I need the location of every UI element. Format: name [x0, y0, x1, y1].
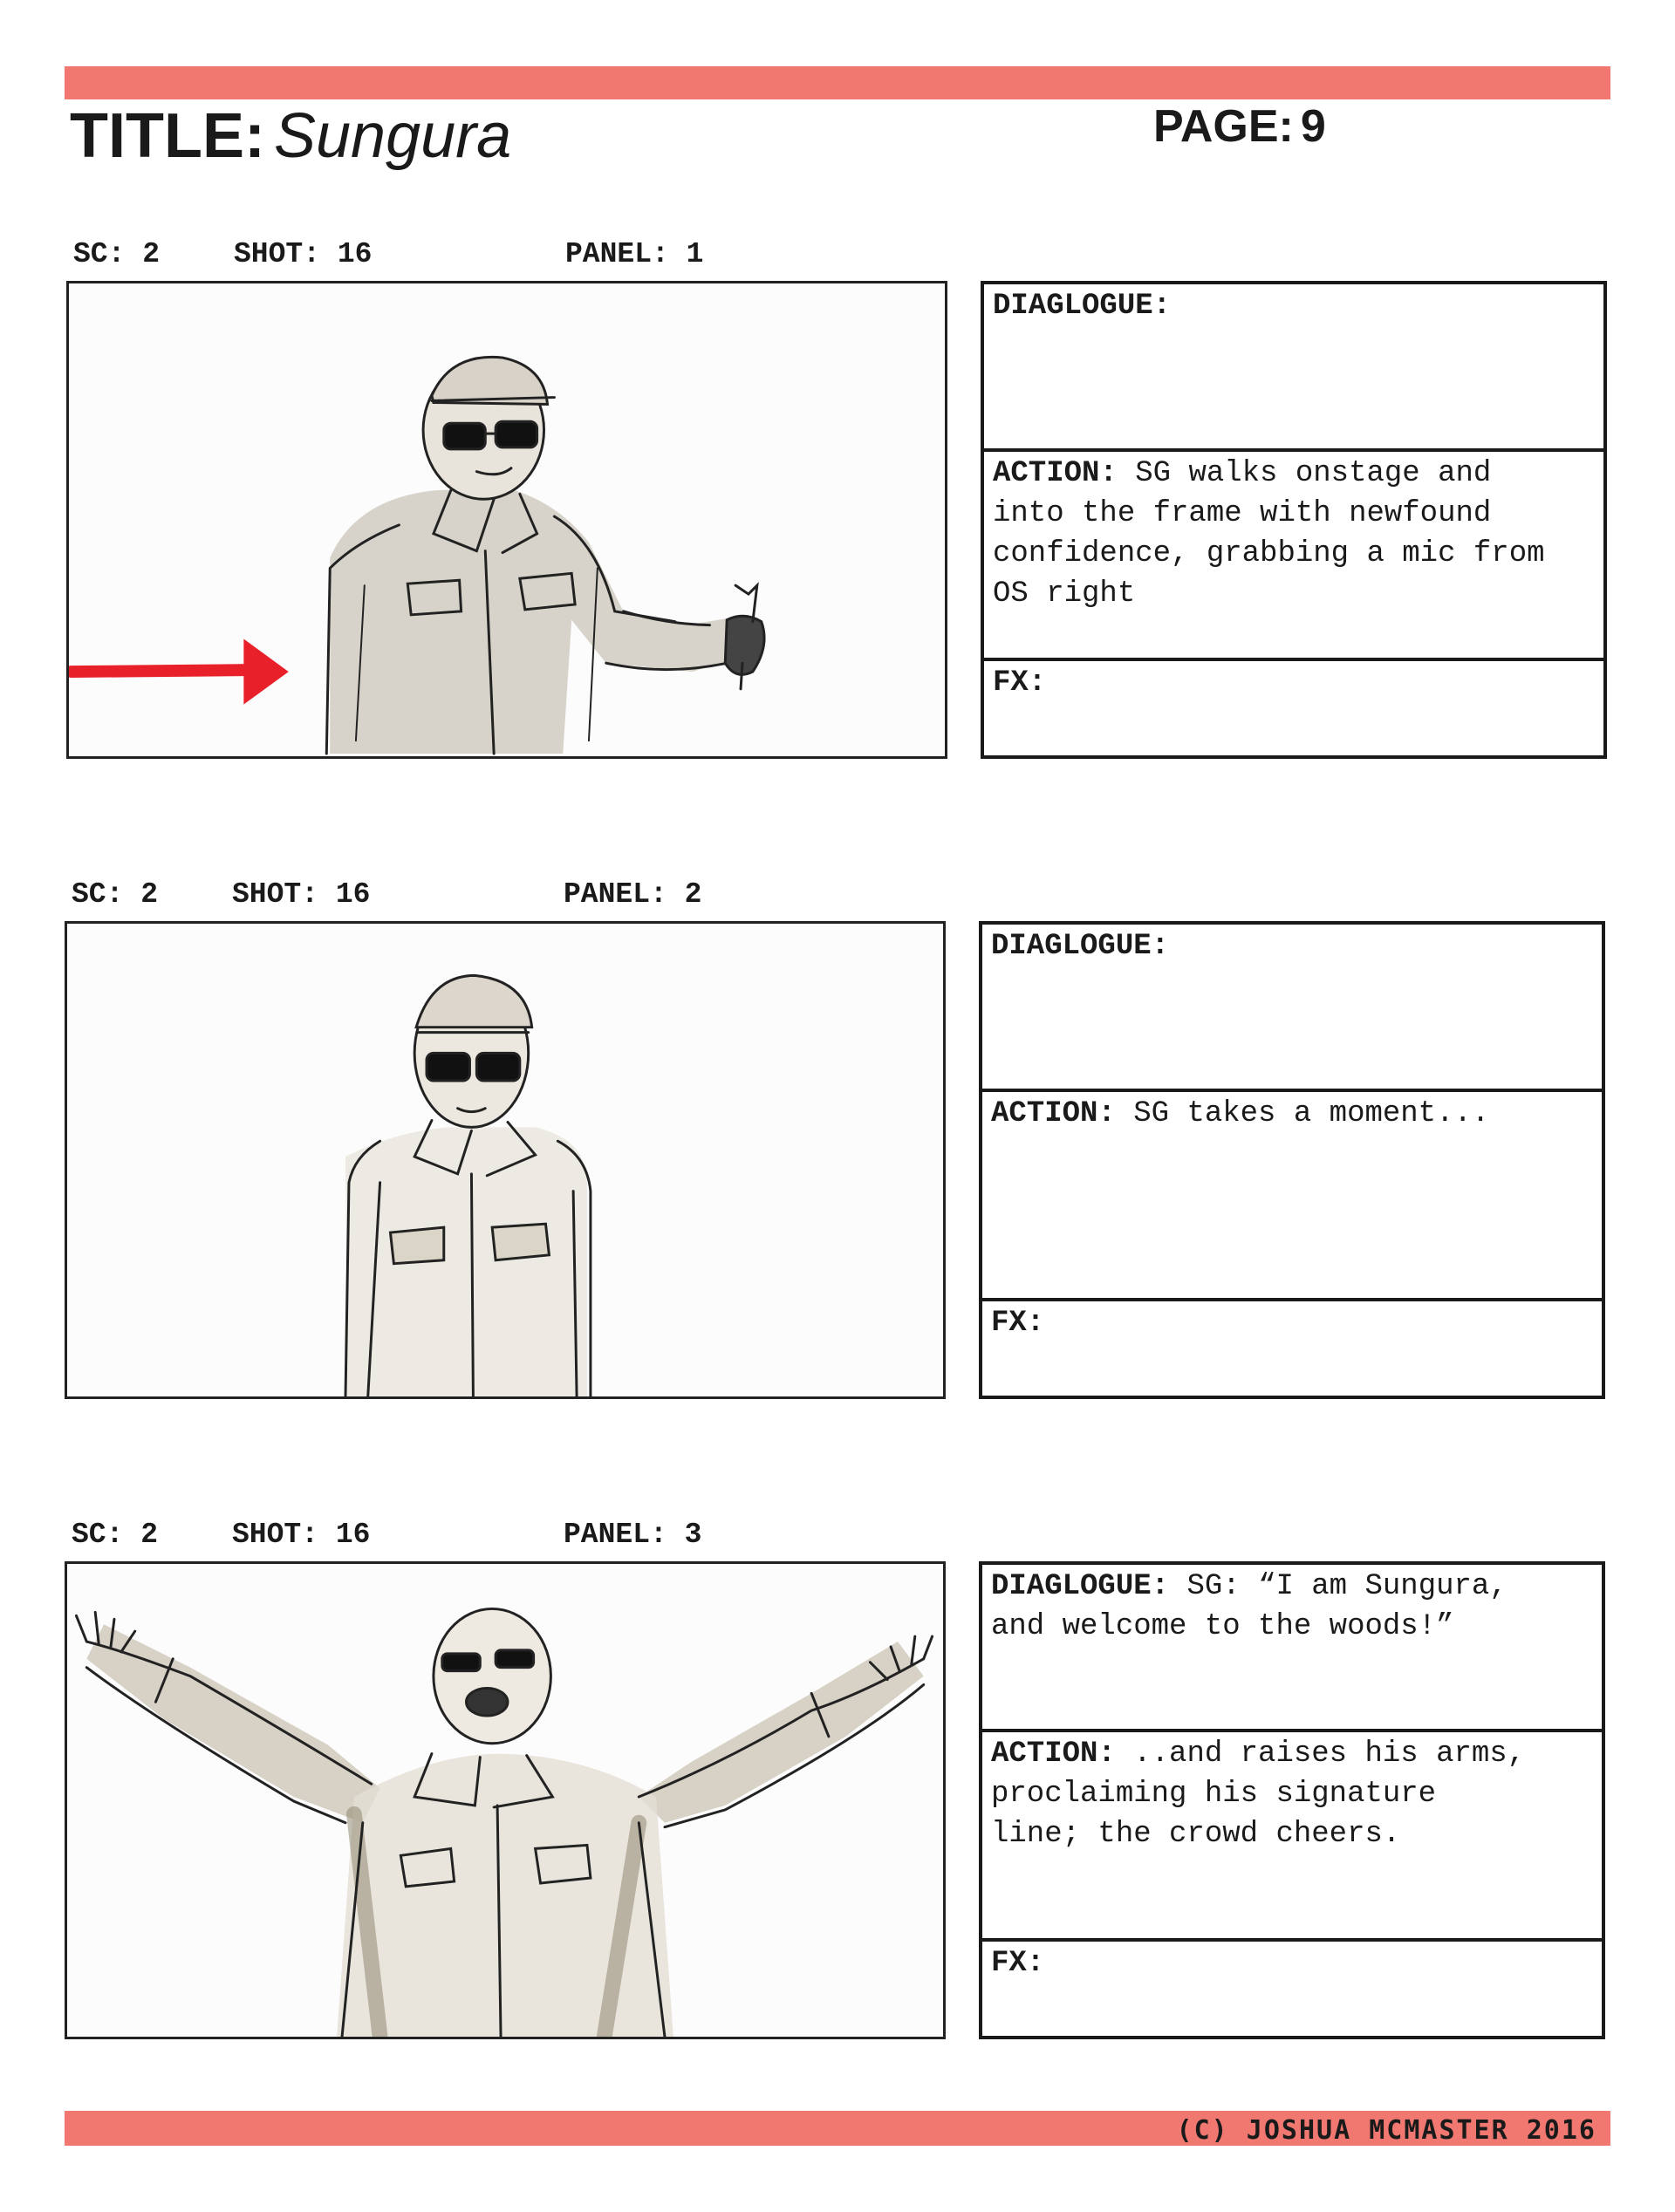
- dialogue-label: DIAGLOGUE:: [993, 290, 1172, 323]
- page-value: 9: [1300, 101, 1326, 152]
- shot-label: SHOT: 16: [234, 238, 373, 270]
- fx-section: [982, 1298, 1602, 1399]
- action-text: SG walks onstage and into the frame with newfound confidence, grabbing a mic from OS right: [993, 457, 1545, 611]
- scene-label: SC: 2: [73, 238, 161, 270]
- dialogue-section: [984, 284, 1603, 450]
- title-label: TITLE:: [70, 101, 265, 171]
- action-section: [984, 448, 1603, 661]
- notes-box-1: [981, 281, 1607, 759]
- copyright-footer: (C) JOSHUA MCMASTER 2016: [1176, 2115, 1596, 2146]
- notes-box-3: [979, 1561, 1605, 2039]
- action-label: ACTION:: [991, 1738, 1116, 1771]
- action-text: ..and raises his arms, proclaiming his signature line; the crowd cheers.: [991, 1738, 1526, 1851]
- dialogue-section: [982, 925, 1602, 1090]
- panel-label: PANEL: 3: [564, 1519, 702, 1551]
- dialogue-text: SG: “I am Sungura, and welcome to the woods!”: [991, 1570, 1508, 1643]
- storyboard-frame-3: [65, 1561, 946, 2039]
- scene-label: SC: 2: [72, 1519, 159, 1551]
- dialogue-label: DIAGLOGUE:: [991, 1570, 1170, 1603]
- shot-label: SHOT: 16: [232, 878, 371, 911]
- fx-section: [982, 1938, 1602, 2039]
- storyboard-frame-2: [65, 921, 946, 1399]
- action-text: SG takes a moment...: [1115, 1097, 1490, 1130]
- sketch-man-walking-with-mic: [69, 283, 945, 756]
- dialogue-section: [982, 1565, 1602, 1731]
- page-title: [70, 98, 511, 174]
- page-label: PAGE:: [1153, 101, 1294, 152]
- title-value: Sungura: [273, 101, 512, 171]
- fx-section: [984, 658, 1603, 759]
- action-label: ACTION:: [993, 457, 1118, 490]
- notes-box-2: [979, 921, 1605, 1399]
- storyboard-frame-1: [66, 281, 947, 759]
- page-number: [1153, 96, 1326, 157]
- fx-label: FX:: [991, 1307, 1045, 1340]
- panel-label: PANEL: 2: [564, 878, 702, 911]
- sketch-man-standing: [67, 924, 943, 1396]
- top-accent-bar: [65, 66, 1610, 99]
- action-section: [982, 1729, 1602, 1942]
- fx-label: FX:: [993, 666, 1047, 700]
- dialogue-label: DIAGLOGUE:: [991, 930, 1170, 963]
- panel-label: PANEL: 1: [565, 238, 704, 270]
- scene-label: SC: 2: [72, 878, 159, 911]
- shot-label: SHOT: 16: [232, 1519, 371, 1551]
- sketch-man-arms-raised: [67, 1564, 943, 2037]
- action-section: [982, 1089, 1602, 1301]
- fx-label: FX:: [991, 1947, 1045, 1980]
- action-label: ACTION:: [991, 1097, 1116, 1130]
